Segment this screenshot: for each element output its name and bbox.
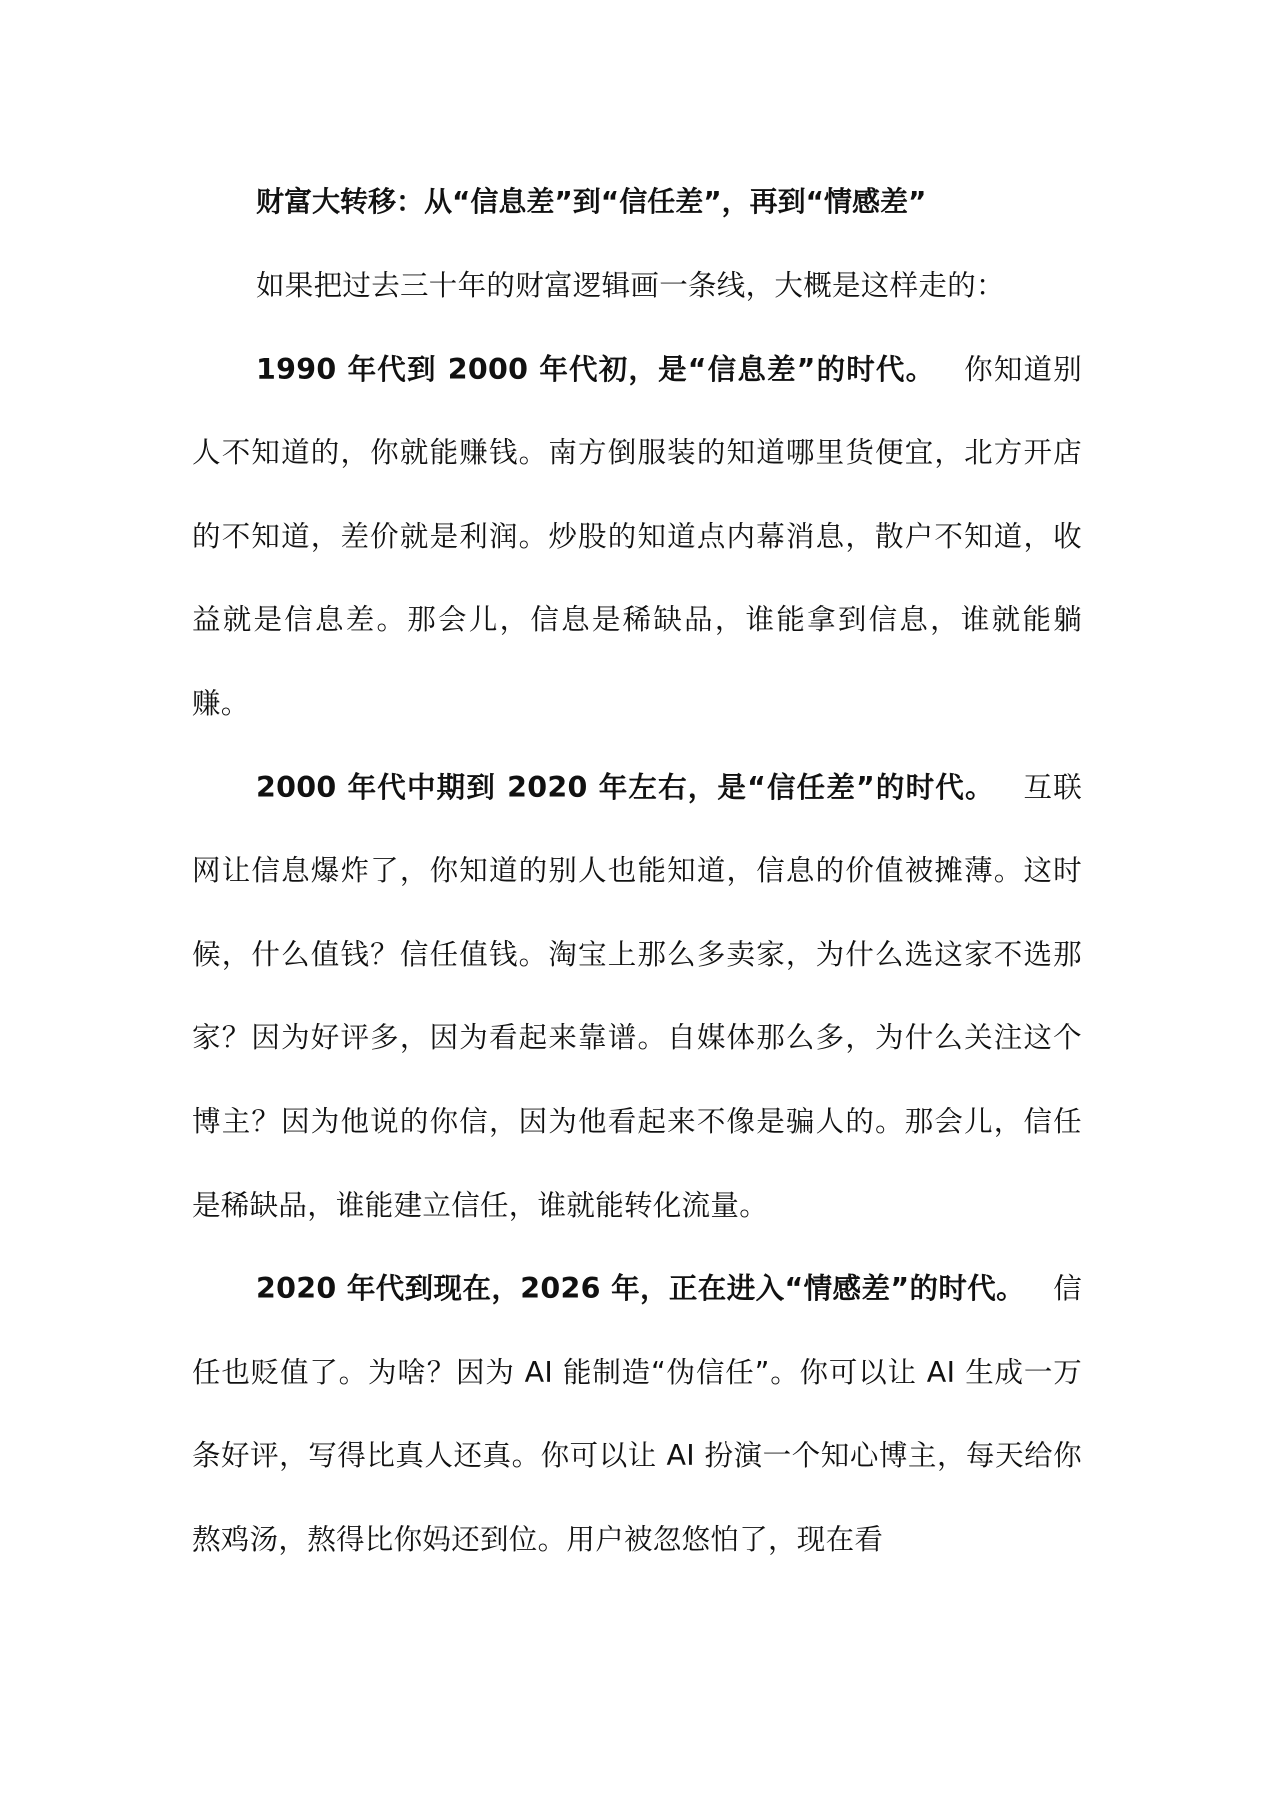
section-body-1990s: 你知道别人不知道的，你就能赚钱。南方倒服装的知道哪里货便宜，北方开店的不知道，差价就是利润。炒股的知道点内幕消息，散户不知道，收益就是信息差。那会儿，信息是稀缺品，谁能拿到信息，谁就能躺赚。 [192, 352, 1082, 720]
section-body-2000s: 互联网让信息爆炸了，你知道的别人也能知道，信息的价值被摊薄。这时候，什么值钱？信任值钱。淘宝上那么多卖家，为什么选这家不选那家？因为好评多，因为看起来靠谱。自媒体那么多，为什么关注这个博主？因为他说的你信，因为他看起来不像是骗人的。那会儿，信任是稀缺品，谁能建立信任，谁就能转化流量。 [192, 770, 1082, 1222]
document-page [192, 160, 1082, 1582]
section-lead-1990s: 1990 年代到 2000 年代初，是“信息差”的时代。 [256, 352, 936, 386]
section-paragraph-2000s [192, 746, 1082, 1248]
section-lead-2000s: 2000 年代中期到 2020 年左右，是“信任差”的时代。 [256, 770, 995, 804]
document-title: 财富大转移：从“信息差”到“信任差”，再到“情感差” [256, 185, 927, 218]
section-lead-2020s: 2020 年代到现在，2026 年，正在进入“情感差”的时代。 [256, 1272, 1026, 1306]
intro-paragraph: 如果把过去三十年的财富逻辑画一条线，大概是这样走的： [256, 269, 1005, 302]
section-paragraph-2020s [192, 1247, 1082, 1581]
section-body-2020s: 信任也贬值了。为啥？因为 AI 能制造“伪信任”。你可以让 AI 生成一万条好评，写得比真人还真。你可以让 AI 扮演一个知心博主，每天给你熬鸡汤，熬得比你妈还到位。用户被忽悠怕了，现在看 [192, 1272, 1082, 1556]
section-paragraph-1990s [192, 328, 1082, 746]
